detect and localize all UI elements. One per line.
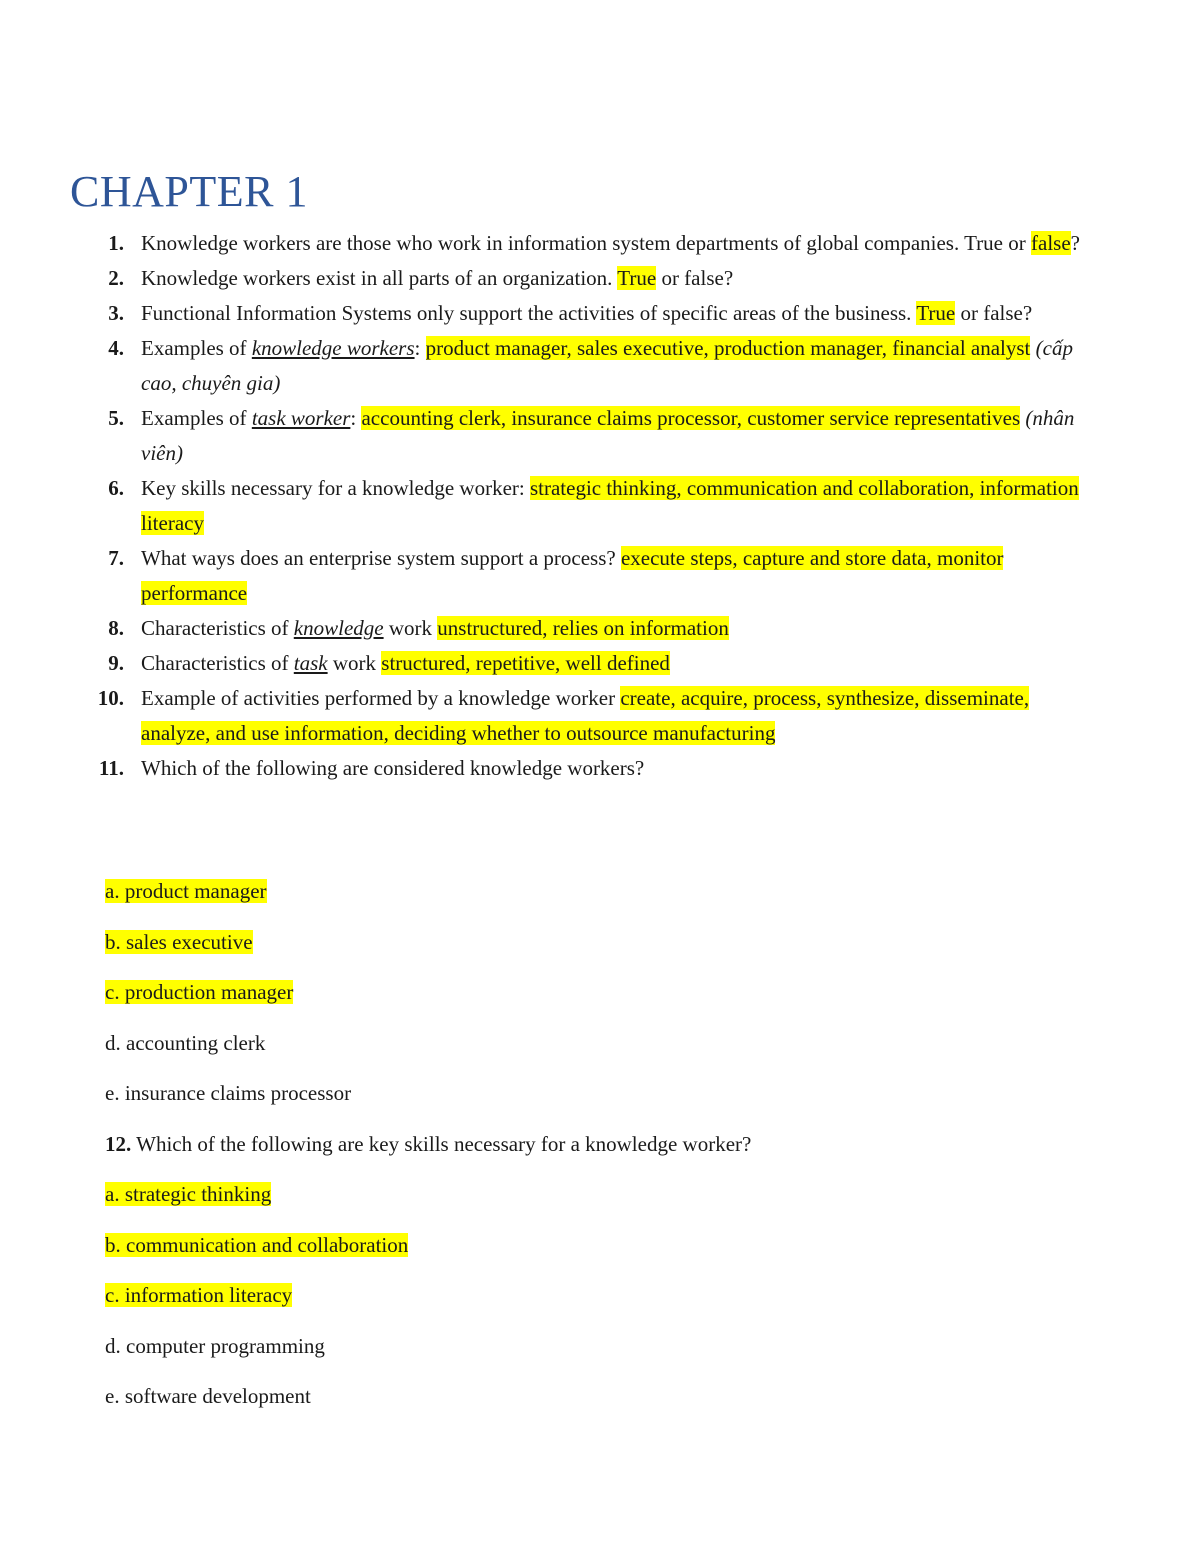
question-number: 3.: [108, 301, 124, 325]
question-number: 6.: [108, 476, 124, 500]
question-number: 8.: [108, 616, 124, 640]
highlighted-answer: True: [916, 301, 956, 325]
highlighted-answer: True: [617, 266, 657, 290]
highlighted-answer: execute steps, capture and store data, monitor performance: [141, 546, 1004, 605]
question-text: What ways does an enterprise system support a process?: [141, 546, 621, 570]
question-number: 2.: [108, 266, 124, 290]
option-item: [105, 1026, 1105, 1077]
underlined-term: knowledge workers: [251, 336, 415, 360]
question-number: 5.: [108, 406, 124, 430]
option-item: [105, 1329, 1105, 1380]
question-text: Knowledge workers are those who work in information system departments of global companies. True or: [141, 231, 1031, 255]
option-text: d. computer programming: [105, 1333, 325, 1358]
option-text-correct: b. communication and collaboration: [105, 1232, 409, 1257]
question-item: [0, 541, 1091, 611]
option-item: [105, 1076, 1105, 1127]
option-item: [105, 925, 1105, 976]
question-12: [105, 1127, 1105, 1178]
highlighted-answer: structured, repetitive, well defined: [381, 651, 670, 675]
question-text: Examples of: [141, 406, 252, 430]
question-item: [0, 226, 1091, 261]
option-item: [105, 1379, 1105, 1430]
underlined-term: knowledge: [293, 616, 384, 640]
question-number: 1.: [108, 231, 124, 255]
highlighted-answer: product manager, sales executive, production manager, financial analyst: [425, 336, 1031, 360]
option-text-correct: b. sales executive: [105, 929, 253, 954]
option-item: [105, 874, 1105, 925]
question-number: 9.: [108, 651, 124, 675]
colon: :: [350, 406, 362, 430]
question-text-mid: work: [327, 651, 382, 675]
highlighted-answer: create, acquire, process, synthesize, disseminate, analyze, and use information, deciding whether to outsource manufacturing: [141, 686, 1030, 745]
question-item: [0, 296, 1091, 331]
question-item: [0, 471, 1091, 541]
option-text: e. software development: [105, 1384, 311, 1408]
question-text: Knowledge workers exist in all parts of an organization.: [141, 266, 618, 290]
option-text: e. insurance claims processor: [105, 1081, 352, 1105]
question-text-suffix: ?: [1070, 231, 1080, 255]
question-list: [0, 226, 1200, 786]
option-item: [105, 1278, 1105, 1329]
question-text: Example of activities performed by a knowledge worker: [141, 686, 621, 710]
question-text: Key skills necessary for a knowledge worker:: [141, 476, 530, 500]
option-item: [105, 1228, 1105, 1279]
question-text: Examples of: [141, 336, 252, 360]
question-number: 12.: [105, 1131, 132, 1156]
question-text-suffix: or false?: [656, 266, 734, 290]
question-item: [0, 646, 1091, 681]
question-item: [0, 611, 1091, 646]
question-number: 11.: [98, 756, 124, 780]
question-item: [0, 681, 1091, 751]
question-item: [0, 751, 1091, 786]
q11-option-list: [105, 874, 1105, 1430]
option-text-correct: a. product manager: [105, 879, 267, 903]
highlighted-answer: unstructured, relies on information: [437, 616, 729, 640]
question-text: Which of the following are considered knowledge workers?: [141, 756, 645, 780]
question-text-mid: work: [383, 616, 438, 640]
question-item: [0, 331, 1091, 401]
question-text: Characteristics of: [141, 616, 294, 640]
question-text: Which of the following are key skills necessary for a knowledge worker?: [131, 1131, 752, 1156]
option-item: [105, 1177, 1105, 1228]
highlighted-answer: false: [1031, 231, 1071, 255]
question-number: 7.: [108, 546, 124, 570]
highlighted-answer: accounting clerk, insurance claims processor, customer service representatives: [361, 406, 1021, 430]
question-number: 10.: [97, 686, 124, 710]
option-text-correct: a. strategic thinking: [105, 1182, 272, 1206]
underlined-term: task: [293, 651, 328, 675]
question-number: 4.: [108, 336, 124, 360]
question-text: Characteristics of: [141, 651, 294, 675]
option-text: d. accounting clerk: [105, 1030, 266, 1055]
highlighted-answer: strategic thinking, communication and collaboration, information literacy: [141, 476, 1079, 535]
option-text-correct: c. production manager: [105, 980, 294, 1004]
colon: :: [414, 336, 426, 360]
option-text-correct: c. information literacy: [105, 1283, 293, 1307]
chapter-title: CHAPTER 1: [70, 167, 308, 216]
question-text-suffix: or false?: [955, 301, 1033, 325]
option-item: [105, 975, 1105, 1026]
vietnamese-note: (cấp cao, chuyên gia): [141, 336, 1073, 395]
underlined-term: task worker: [251, 406, 351, 430]
question-item: [0, 261, 1091, 296]
question-item: [0, 401, 1091, 471]
question-text: Functional Information Systems only support the activities of specific areas of the business.: [141, 301, 917, 325]
vietnamese-note: (nhân viên): [141, 406, 1075, 465]
